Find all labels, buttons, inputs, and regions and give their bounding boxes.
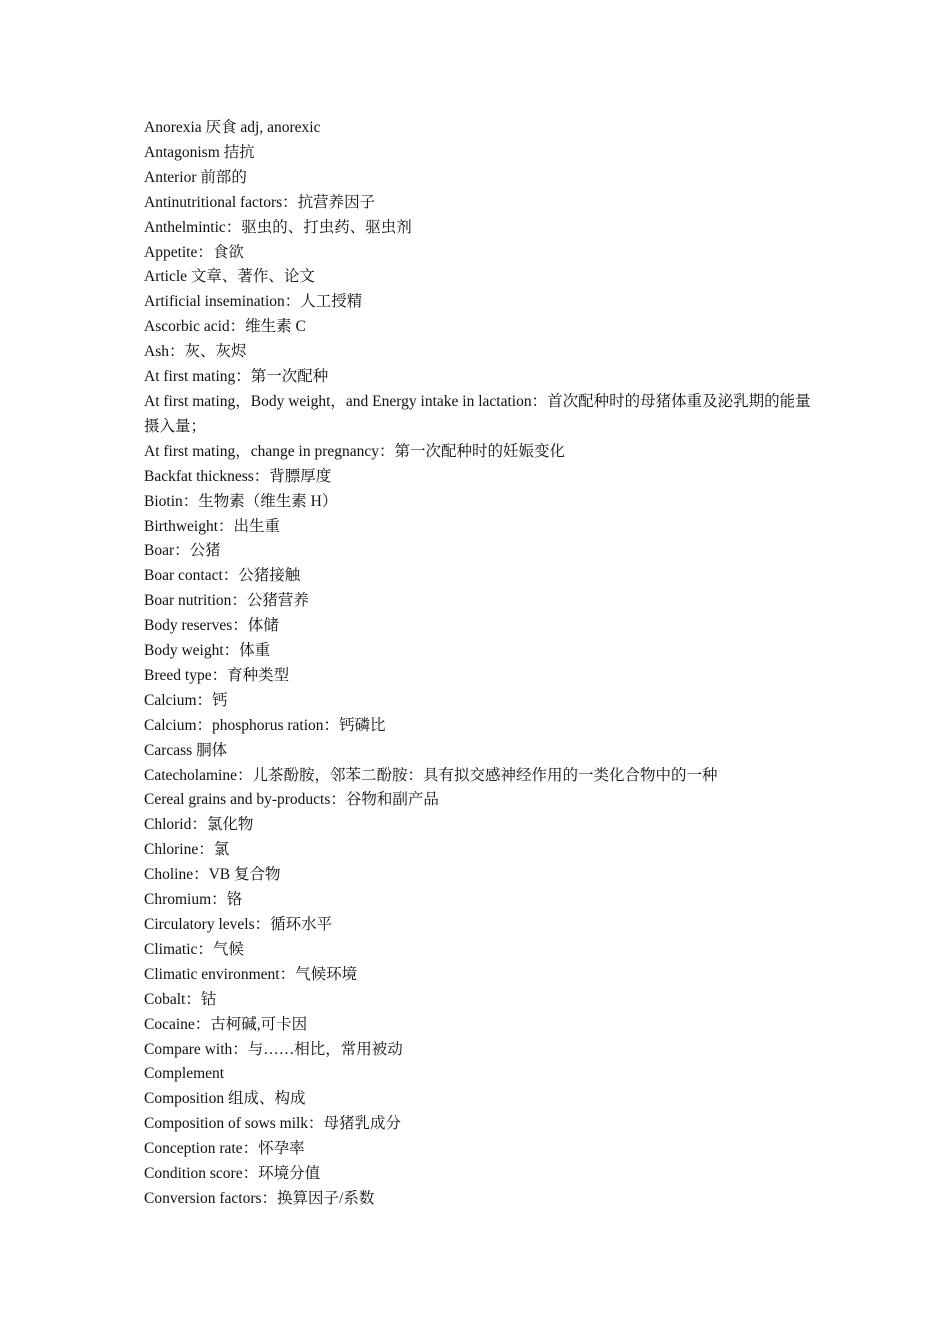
glossary-entry: At first mating：第一次配种 [144, 368, 329, 386]
glossary-entry: Anthelmintic：驱虫的、打虫药、驱虫剂 [144, 218, 412, 236]
glossary-entry: Chlorine：氯 [144, 841, 230, 859]
glossary-entry: Body weight：体重 [144, 642, 271, 660]
glossary-entry: Cocaine：古柯碱,可卡因 [144, 1015, 308, 1033]
glossary-entry: Carcass 胴体 [144, 741, 228, 759]
glossary-entry: Antinutritional factors：抗营养因子 [144, 193, 376, 211]
glossary-entry: Appetite：食欲 [144, 243, 244, 261]
glossary-entry: Complement [144, 1065, 225, 1083]
glossary-entry: Conversion factors：换算因子/系数 [144, 1189, 375, 1207]
glossary-entry: Choline：VB 复合物 [144, 866, 281, 884]
glossary-entry: Artificial insemination：人工授精 [144, 293, 363, 311]
glossary-entry: Conception rate：怀孕率 [144, 1140, 305, 1158]
glossary-entry: Breed type：育种类型 [144, 666, 290, 684]
glossary-entry: Climatic：气候 [144, 940, 244, 958]
glossary-entry: Catecholamine：儿茶酚胺，邻苯二酚胺：具有拟交感神经作用的一类化合物中的一种 [144, 766, 718, 784]
glossary-list [144, 116, 824, 1212]
glossary-entry: At first mating，Body weight，and Energy intake in lactation：首次配种时的母猪体重及泌乳期的能量摄入量； [144, 392, 811, 435]
glossary-entry: Compare with：与……相比，常用被动 [144, 1040, 403, 1058]
glossary-entry: Birthweight：出生重 [144, 517, 281, 535]
glossary-entry: Boar contact：公猪接触 [144, 567, 301, 585]
glossary-entry: Cobalt：钴 [144, 990, 217, 1008]
glossary-entry: Chlorid：氯化物 [144, 816, 254, 834]
glossary-entry: Anterior 前部的 [144, 168, 247, 186]
glossary-entry: Condition score：环境分值 [144, 1165, 321, 1183]
glossary-entry: Boar：公猪 [144, 542, 221, 560]
glossary-entry: Ash：灰、灰烬 [144, 343, 247, 361]
glossary-entry: Backfat thickness：背膘厚度 [144, 467, 332, 485]
glossary-entry: Body reserves：体储 [144, 617, 279, 635]
glossary-entry: Antagonism 拮抗 [144, 143, 255, 161]
glossary-entry: Anorexia 厌食 adj, anorexic [144, 119, 321, 136]
glossary-entry: Ascorbic acid：维生素 C [144, 318, 306, 336]
glossary-entry: Composition 组成、构成 [144, 1090, 306, 1108]
glossary-entry: Article 文章、著作、论文 [144, 268, 315, 286]
glossary-entry: Biotin：生物素（维生素 H） [144, 492, 338, 510]
glossary-entry: Boar nutrition：公猪营养 [144, 592, 309, 610]
glossary-entry: Composition of sows milk：母猪乳成分 [144, 1115, 402, 1133]
glossary-entry: Calcium：钙 [144, 691, 228, 709]
glossary-entry: Circulatory levels：循环水平 [144, 916, 333, 933]
glossary-entry: Chromium：铬 [144, 891, 243, 909]
glossary-entry: At first mating，change in pregnancy：第一次配种时的妊娠变化 [144, 442, 566, 460]
glossary-entry: Climatic environment：气候环境 [144, 965, 358, 983]
glossary-entry: Cereal grains and by-products：谷物和副产品 [144, 791, 439, 809]
glossary-entry: Calcium：phosphorus ration：钙磷比 [144, 716, 386, 734]
